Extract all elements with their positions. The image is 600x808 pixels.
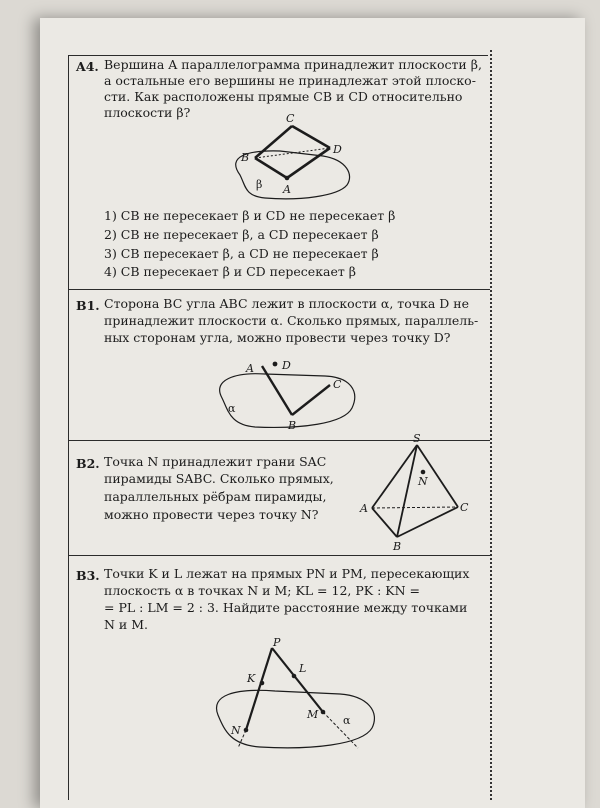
problem-b1-number: B1. — [76, 298, 100, 313]
problem-b2-line-1: Точка N принадлежит грани SAC — [104, 454, 327, 469]
problem-a4-line-4: плоскости β? — [104, 105, 191, 120]
problem-b2-line-4: можно провести через точку N? — [104, 507, 319, 522]
b3-label-l: L — [299, 662, 307, 675]
a4-label-beta: β — [256, 178, 263, 191]
b1-label-d: D — [282, 359, 291, 372]
b3-label-m: M — [307, 708, 319, 721]
a4-option-3: 3) CB пересекает β, а CD не пересекает β — [104, 246, 379, 261]
problem-b3-line-3: = PL : LM = 2 : 3. Найдите расстояние между точками — [104, 600, 468, 615]
problem-b1-line-1: Сторона BC угла ABC лежит в плоскости α, точка D не — [104, 296, 469, 311]
b1-label-b: B — [288, 419, 297, 432]
a4-label-b: B — [241, 151, 250, 164]
problem-b2-number: B2. — [76, 456, 100, 471]
problem-a4-line-2: а остальные его вершины не принадлежат этой плоско- — [104, 73, 476, 88]
b1-label-c: C — [333, 378, 342, 391]
problem-b2-line-3: параллельных рёбрам пирамиды, — [104, 489, 327, 504]
a4-label-d: D — [333, 143, 342, 156]
b1-label-a: A — [246, 362, 254, 375]
a4-label-c: C — [286, 112, 295, 125]
b2-label-n: N — [418, 475, 428, 488]
problem-b3-line-1: Точки K и L лежат на прямых PN и PM, пересекающих — [104, 566, 470, 581]
a4-option-4: 4) CB пересекает β и CD пересекает β — [104, 264, 356, 279]
b1-label-alpha: α — [228, 402, 236, 415]
b3-label-alpha: α — [343, 714, 351, 727]
problem-b3-line-2: плоскость α в точках N и M; KL = 12, PK : KN = — [104, 583, 420, 598]
a4-option-1: 1) CB не пересекает β и CD не пересекает β — [104, 208, 396, 223]
problem-a4-line-3: сти. Как расположены прямые CB и CD относительно — [104, 89, 463, 104]
problem-b3-number: B3. — [76, 568, 100, 583]
b3-label-p: P — [273, 636, 281, 649]
a4-option-2: 2) CB не пересекает β, а CD пересекает β — [104, 227, 379, 242]
a4-label-a: A — [283, 183, 291, 196]
problem-b3-line-4: N и M. — [104, 617, 148, 632]
b2-label-c: C — [460, 501, 469, 514]
b2-label-s: S — [413, 432, 421, 445]
b3-label-k: K — [247, 672, 256, 685]
b3-label-n: N — [231, 724, 241, 737]
problem-b1-line-2: принадлежит плоскости α. Сколько прямых, параллель- — [104, 313, 479, 328]
problem-b1-line-3: ных сторонам угла, можно провести через точку D? — [104, 330, 451, 345]
b2-label-b: B — [393, 540, 402, 553]
problem-a4-number: A4. — [76, 59, 99, 74]
problem-b2-line-2: пирамиды SABC. Сколько прямых, — [104, 471, 334, 486]
b2-label-a: A — [360, 502, 368, 515]
problem-a4-line-1: Вершина A параллелограмма принадлежит плоскости β, — [104, 57, 482, 72]
